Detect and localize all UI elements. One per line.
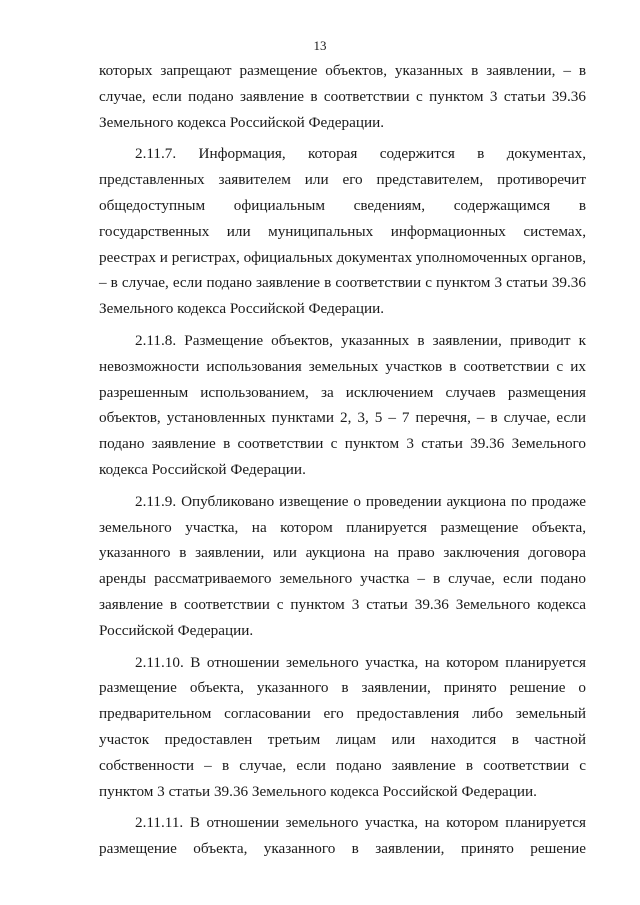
paragraph-2-11-8: 2.11.8. Размещение объектов, указанных в заявлении, приводит к невозможности использования земельных участков в соответствии с их разрешенным использованием, за исключением случаев размещения объектов, установленных пунктами 2, 3, 5 – 7 перечня, – в случае, если подано заявление в соответствии с пунктом 3 статьи 39.36 Земельного кодекса Российской Федерации. <box>99 331 586 478</box>
page-number: 13 <box>313 38 327 53</box>
paragraph-2-11-7: 2.11.7. Информация, которая содержится в документах, представленных заявителем или его представителем, противоречит общедоступным официальным сведениям, содержащимся в государственных или муниципальных информационных системах, реестрах и регистрах, официальных документах уполномоченных органов, – в случае, если подано заявление в соответствии с пунктом 3 статьи 39.36 Земельного кодекса Российской Федерации. <box>99 145 586 318</box>
paragraph-continuation: которых запрещают размещение объектов, указанных в заявлении, – в случае, если подано заявление в соответствии с пунктом 3 статьи 39.36 Земельного кодекса Российской Федерации. <box>99 62 586 131</box>
paragraph-2-11-11: 2.11.11. В отношении земельного участка, на котором планируется размещение объекта, указанного в заявлении, принято решение <box>99 814 586 858</box>
paragraph-2-11-10: 2.11.10. В отношении земельного участка, на котором планируется размещение объекта, указанного в заявлении, принято решение о предварительном согласовании его предоставления либо земельный участок предоставлен третьим лицам или находится в частной собственности – в случае, если подано заявление в соответствии с пунктом 3 статьи 39.36 Земельного кодекса Российской Федерации. <box>99 653 586 800</box>
document-body <box>99 58 586 862</box>
paragraph-2-11-9: 2.11.9. Опубликовано извещение о проведении аукциона по продаже земельного участка, на котором планируется размещение объекта, указанного в заявлении, или аукциона на право заключения договора аренды рассматриваемого земельного участка – в случае, если подано заявление в соответствии с пунктом 3 статьи 39.36 Земельного кодекса Российской Федерации. <box>99 492 586 639</box>
